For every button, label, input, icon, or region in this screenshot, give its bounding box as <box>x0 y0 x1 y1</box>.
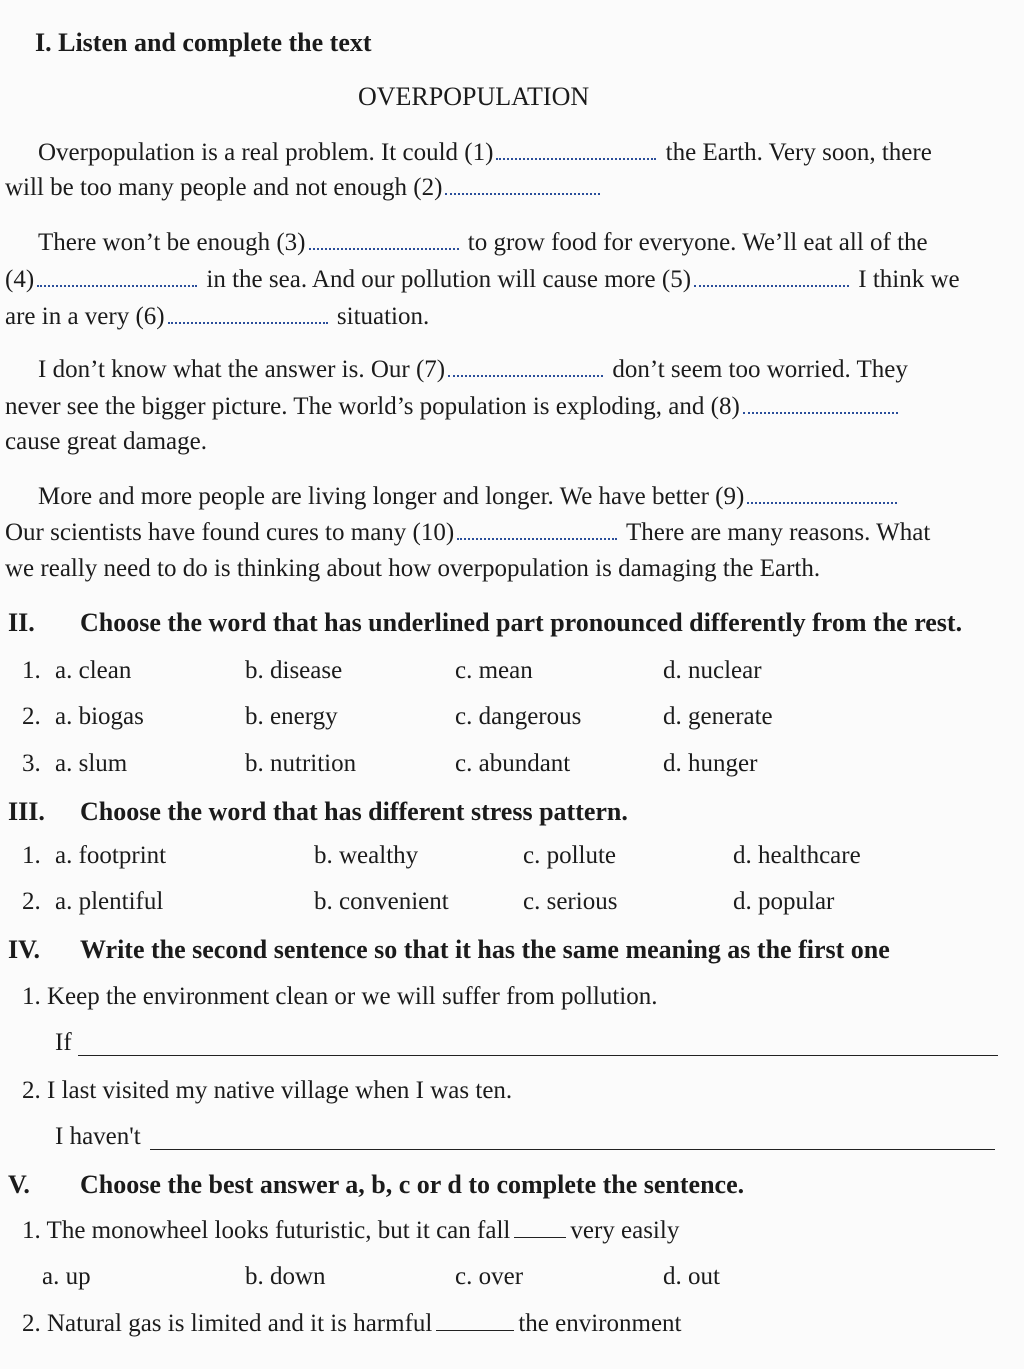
rewrite-start-1: If <box>55 1029 72 1056</box>
option-a[interactable]: a. plentiful <box>55 888 164 915</box>
answer-line-2[interactable] <box>150 1149 995 1150</box>
mcq-question-2 <box>22 1310 682 1338</box>
option-a[interactable]: a. slum <box>55 750 128 777</box>
passage-line: we really need to do is thinking about how overpopulation is damaging the Earth. <box>5 555 821 582</box>
passage-line <box>5 265 960 294</box>
question-text: very easily <box>570 1217 680 1244</box>
passage-text: will be too many people and not enough (2) <box>5 174 443 201</box>
option-d[interactable]: d. nuclear <box>663 657 762 684</box>
passage-line <box>5 173 603 202</box>
rewrite-question-2: 2. I last visited my native village when I was ten. <box>22 1077 513 1104</box>
rewrite-start-2: I haven't <box>55 1123 141 1150</box>
blank-2[interactable] <box>445 173 600 195</box>
option-c[interactable]: c. abundant <box>455 750 571 777</box>
passage-title: OVERPOPULATION <box>358 82 590 111</box>
passage-text: (4) <box>5 266 35 293</box>
answer-line-1[interactable] <box>78 1055 998 1056</box>
option-c[interactable]: c. dangerous <box>455 703 582 730</box>
question-number: 2. <box>22 703 41 730</box>
option-c[interactable]: c. over <box>455 1263 524 1290</box>
option-b[interactable]: b. energy <box>245 703 338 730</box>
passage-text: More and more people are living longer and longer. We have better (9) <box>38 483 745 510</box>
answer-gap-1[interactable] <box>514 1237 566 1238</box>
section-3-heading: Choose the word that has different stress pattern. <box>80 797 628 826</box>
blank-10[interactable] <box>457 518 617 540</box>
passage-text: I think we <box>858 266 960 293</box>
question-text: 1. The monowheel looks futuristic, but it can fall <box>22 1217 511 1244</box>
passage-text: I don’t know what the answer is. Our (7) <box>38 356 446 383</box>
passage-line <box>38 228 928 257</box>
option-c[interactable]: c. serious <box>523 888 618 915</box>
option-d[interactable]: d. generate <box>663 703 773 730</box>
section-1-heading: I. Listen and complete the text <box>35 28 372 57</box>
section-4-heading: Write the second sentence so that it has the same meaning as the first one <box>80 935 890 964</box>
answer-gap-2[interactable] <box>436 1330 514 1331</box>
option-d[interactable]: d. popular <box>733 888 835 915</box>
question-number: 3. <box>22 750 41 777</box>
passage-text: never see the bigger picture. The world’s population is exploding, and (8) <box>5 393 740 420</box>
passage-text: in the sea. And our pollution will cause more (5) <box>206 266 692 293</box>
blank-7[interactable] <box>448 355 603 377</box>
section-5-number: V. <box>8 1170 30 1199</box>
mcq-question-1 <box>22 1217 679 1245</box>
passage-line <box>5 302 429 331</box>
passage-text: There are many reasons. What <box>626 519 931 546</box>
option-a[interactable]: a. clean <box>55 657 132 684</box>
option-a[interactable]: a. up <box>42 1263 91 1290</box>
option-d[interactable]: d. out <box>663 1263 720 1290</box>
question-text: 2. Natural gas is limited and it is harmful <box>22 1310 433 1337</box>
blank-4[interactable] <box>37 265 197 287</box>
section-4-number: IV. <box>8 935 41 964</box>
passage-text: don’t seem too worried. They <box>612 356 908 383</box>
passage-text: to grow food for everyone. We’ll eat all of the <box>467 229 928 256</box>
blank-5[interactable] <box>694 265 849 287</box>
passage-line <box>38 482 900 511</box>
option-a[interactable]: a. biogas <box>55 703 144 730</box>
blank-1[interactable] <box>496 138 656 160</box>
question-number: 1. <box>22 842 41 869</box>
section-5-heading: Choose the best answer a, b, c or d to complete the sentence. <box>80 1170 745 1199</box>
passage-text: Our scientists have found cures to many (10) <box>5 519 455 546</box>
passage-text: Overpopulation is a real problem. It could (1) <box>38 139 494 166</box>
passage-line <box>38 355 908 384</box>
option-b[interactable]: b. down <box>245 1263 326 1290</box>
passage-line <box>38 138 932 167</box>
blank-6[interactable] <box>168 302 328 324</box>
passage-line <box>5 518 930 547</box>
passage-text: There won’t be enough (3) <box>38 229 306 256</box>
passage-text: the Earth. Very soon, there <box>665 139 932 166</box>
option-b[interactable]: b. convenient <box>314 888 449 915</box>
rewrite-question-1: 1. Keep the environment clean or we will suffer from pollution. <box>22 983 658 1010</box>
section-2-heading: Choose the word that has underlined part pronounced differently from the rest. <box>80 608 963 637</box>
option-a[interactable]: a. footprint <box>55 842 167 869</box>
option-b[interactable]: b. nutrition <box>245 750 357 777</box>
option-c[interactable]: c. pollute <box>523 842 617 869</box>
question-text: the environment <box>518 1310 682 1337</box>
blank-8[interactable] <box>743 392 898 414</box>
blank-3[interactable] <box>309 228 459 250</box>
passage-line <box>5 392 901 421</box>
question-number: 1. <box>22 657 41 684</box>
passage-line: cause great damage. <box>5 428 207 455</box>
passage-text: are in a very (6) <box>5 303 165 330</box>
passage-text: situation. <box>336 303 430 330</box>
option-c[interactable]: c. mean <box>455 657 533 684</box>
option-b[interactable]: b. wealthy <box>314 842 419 869</box>
option-d[interactable]: d. healthcare <box>733 842 861 869</box>
question-number: 2. <box>22 888 41 915</box>
option-b[interactable]: b. disease <box>245 657 343 684</box>
blank-9[interactable] <box>747 482 897 504</box>
section-3-number: III. <box>8 797 45 826</box>
option-d[interactable]: d. hunger <box>663 750 758 777</box>
section-2-number: II. <box>8 608 35 637</box>
